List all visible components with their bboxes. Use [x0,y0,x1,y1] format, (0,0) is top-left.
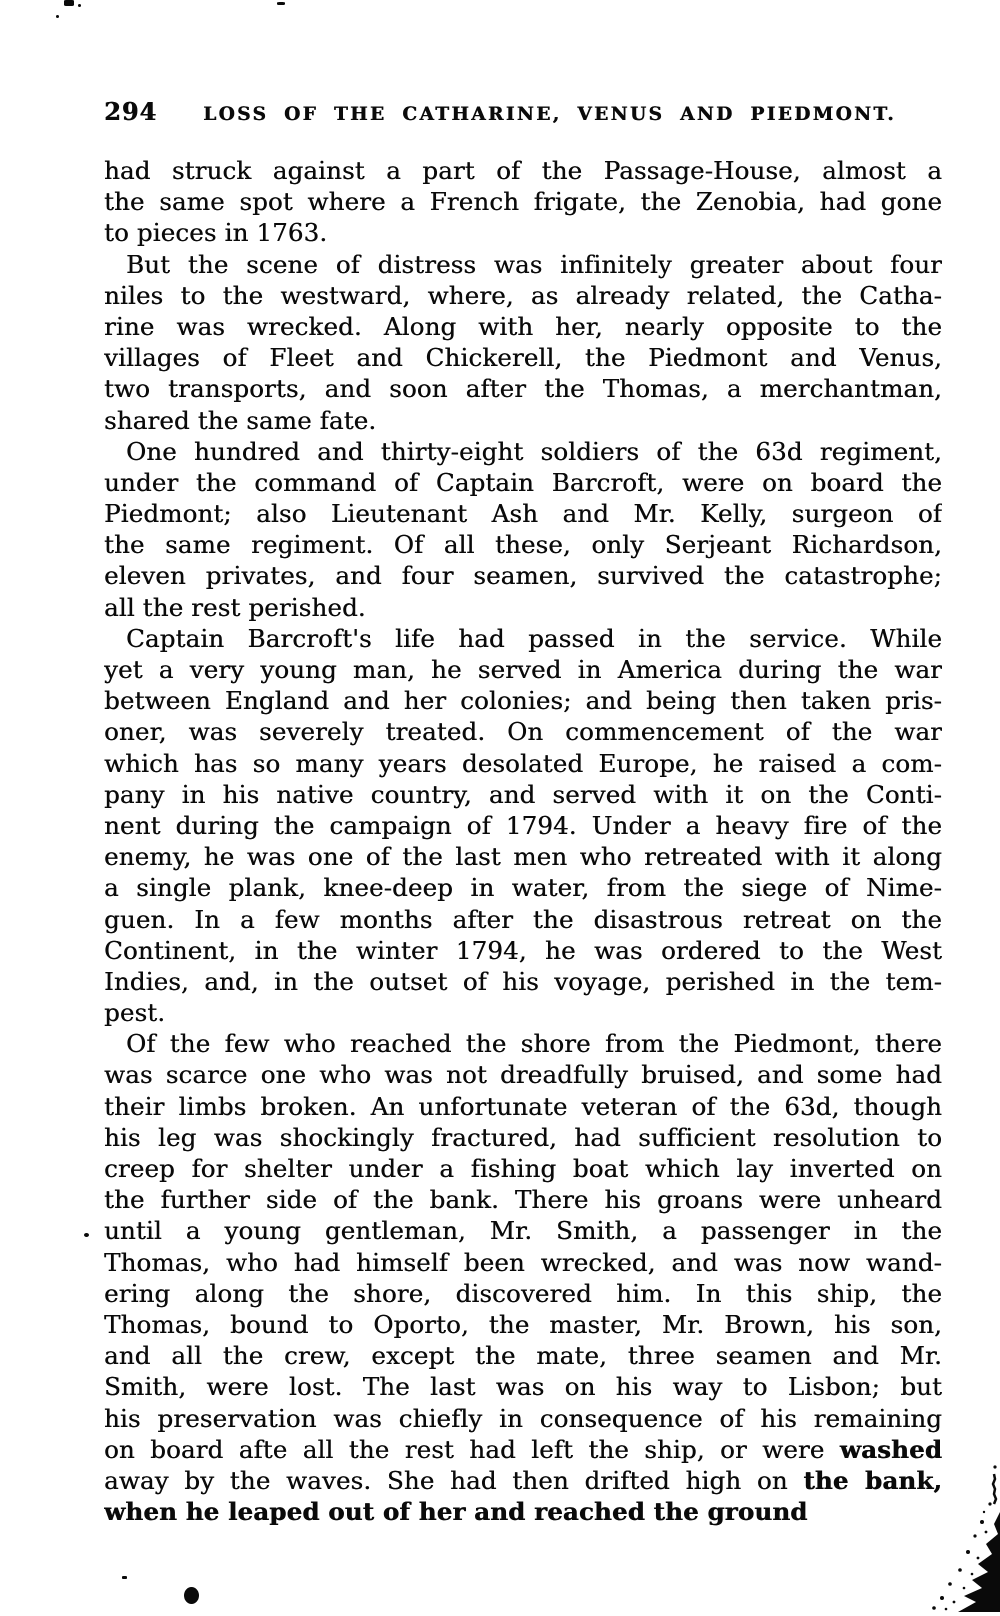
text-line [104,1122,942,1153]
text-segment: creep for shelter under a fishing boat which lay inverted on [104,1154,942,1183]
text-segment: under the command of Captain Barcroft, were on board the [104,467,942,497]
text-line [104,1340,942,1371]
text-segment: villages of Fleet and Chickerell, the Piedmont and Venus, [104,343,942,373]
text-segment: the further side of the bank. There his groans were unheard [104,1185,942,1215]
text-line [104,155,942,186]
text-line [104,841,942,872]
ink-speck [56,15,59,18]
text-segment: oner, was severely treated. On commencement of the war [104,717,942,747]
text-line [104,592,942,623]
text-segment: which has so many years desolated Europe, he raised a com- [104,748,942,778]
text-line [104,716,942,747]
text-line [104,1153,942,1184]
text-line [104,810,942,841]
text-line [104,280,942,311]
text-segment: shared the same fate. [104,405,377,435]
ink-speck [84,1233,89,1237]
text-segment: away by the waves. She had then drifted high on [104,1465,804,1495]
text-segment: Of the few who reached the shore from the Piedmont, there [126,1029,942,1059]
bold-text-segment: when he leaped out of her and reached the ground [104,1497,808,1527]
ink-speck [64,0,74,6]
text-segment: enemy, he was one of the last men who retreated with it along [104,842,942,872]
text-segment: had struck against a part of the Passage-House, almost a [104,156,942,185]
text-segment: a single plank, knee-deep in water, from the siege of Nime- [104,873,942,903]
text-segment: Smith, were lost. The last was on his way to Lisbon; but [104,1372,942,1402]
text-line [104,373,942,404]
page-header [104,97,942,126]
paragraph [104,1028,942,1527]
paragraph [104,249,942,436]
ink-speck [78,4,81,7]
running-title: LOSS OF THE CATHARINE, VENUS AND PIEDMONT. [203,104,896,125]
text-line [104,935,942,966]
scan-smudge [920,1412,1000,1612]
ink-speck [122,1576,127,1579]
page-number: 294 [104,97,158,126]
text-segment: all the rest perished. [104,592,366,622]
text-segment: the same regiment. Of all these, only Serjeant Richardson, [104,530,942,560]
text-line [104,311,942,342]
text-line [104,1215,942,1246]
text-segment: two transports, and soon after the Thomas, a merchantman, [104,374,942,404]
text-segment: the same spot where a French frigate, the Zenobia, had gone [104,187,942,217]
text-segment: Captain Barcroft's life had passed in the service. While [126,623,942,653]
text-line [104,1309,942,1340]
text-segment: ering along the shore, discovered him. In this ship, the [104,1278,942,1308]
text-segment: to pieces in 1763. [104,218,328,248]
text-segment: But the scene of distress was infinitely greater about four [126,249,942,279]
text-segment: eleven privates, and four seamen, survived the catastrophe; [104,561,942,591]
text-line [104,623,942,654]
text-segment: niles to the westward, where, as already related, the Catha- [104,280,942,310]
text-line [104,1091,942,1122]
text-segment: his preservation was chiefly in consequence of his remaining [104,1403,942,1433]
text-segment: Continent, in the winter 1794, he was ordered to the West [104,935,942,965]
text-segment: nent during the campaign of 1794. Under a heavy fire of the [104,810,942,840]
text-line [104,1059,942,1090]
text-line [104,436,942,467]
text-segment: Thomas, who had himself been wrecked, and was now wand- [104,1247,942,1277]
text-line [104,654,942,685]
text-segment: his leg was shockingly fractured, had sufficient resolution to [104,1122,942,1152]
text-line [104,997,942,1028]
text-segment: rine was wrecked. Along with her, nearly opposite to the [104,311,942,341]
text-segment: guen. In a few months after the disastrous retreat on the [104,904,942,934]
text-segment: until a young gentleman, Mr. Smith, a passenger in the [104,1216,942,1246]
text-segment: and all the crew, except the mate, three seamen and Mr. [104,1341,942,1371]
text-line [104,1028,942,1059]
ink-speck [277,2,285,5]
text-segment: Thomas, bound to Oporto, the master, Mr. Brown, his son, [104,1309,942,1339]
text-line [104,249,942,280]
bold-text-segment: the bank, [803,1465,942,1495]
text-segment: on board afte all the rest had left the ship, or were [104,1434,840,1464]
ink-speck [184,1587,199,1604]
text-line [104,467,942,498]
bold-text-segment: washed [839,1434,942,1464]
text-segment: pest. [104,998,166,1028]
text-line [104,217,942,248]
paragraph [104,623,942,1028]
text-segment: One hundred and thirty-eight soldiers of the 63d regiment, [126,436,942,466]
corner-smudge-shape [920,1412,1000,1612]
body-text [104,155,942,1527]
text-line [104,498,942,529]
text-line [104,966,942,997]
text-segment: their limbs broken. An unfortunate veteran of the 63d, though [104,1091,942,1121]
text-line [104,1465,942,1496]
text-segment: Piedmont; also Lieutenant Ash and Mr. Kelly, surgeon of [104,499,942,529]
text-line [104,1496,942,1527]
text-line [104,904,942,935]
text-line [104,1184,942,1215]
text-line [104,342,942,373]
text-line [104,529,942,560]
text-line [104,405,942,436]
text-line [104,1247,942,1278]
paragraph [104,155,942,249]
text-segment: yet a very young man, he served in America during the war [104,655,942,684]
text-line [104,685,942,716]
text-line [104,1371,942,1402]
text-segment: between England and her colonies; and being then taken pris- [104,686,942,716]
text-line [104,779,942,810]
text-line [104,186,942,217]
paragraph [104,436,942,623]
text-line [104,1403,942,1434]
text-segment: was scarce one who was not dreadfully bruised, and some had [104,1060,942,1090]
text-line [104,748,942,779]
text-line [104,1278,942,1309]
text-line [104,872,942,903]
text-segment: pany in his native country, and served with it on the Conti- [104,779,942,809]
text-line [104,1434,942,1465]
text-line [104,560,942,591]
text-segment: Indies, and, in the outset of his voyage, perished in the tem- [104,966,942,996]
